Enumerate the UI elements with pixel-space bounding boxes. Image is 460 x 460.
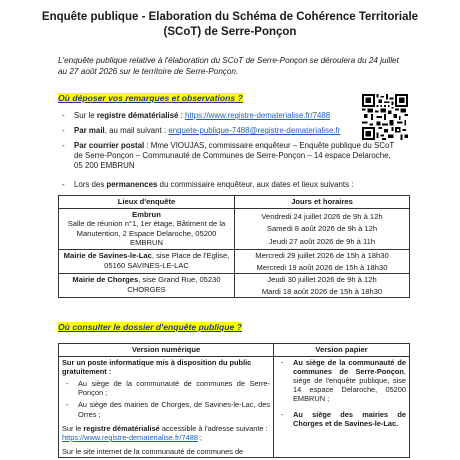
place-cell: Embrun Salle de réunion n°1, 1er étage, Bâtiment de la Manutention, 2 Espace Delaroche, 05200 EMBRUN bbox=[59, 208, 235, 249]
bullet-permanences: - Lors des permanences du commissaire enquêteur, aux dates et lieux suivants : bbox=[62, 180, 354, 189]
dates-cell: Jeudi 30 juillet 2026 de 9h à 12h Mardi 18 août 2026 de 15h à 18h30 bbox=[235, 274, 410, 298]
numeric-s1: - Au siège de la communauté de communes de Serre-Ponçon ; bbox=[66, 379, 270, 398]
table-row bbox=[59, 208, 410, 249]
mail-link[interactable]: enquete-publique-7488@registre-dematerialise.fr bbox=[168, 126, 341, 135]
numeric-p3: Sur le site internet de la communauté de communes de bbox=[62, 447, 244, 457]
section-heading-consult bbox=[58, 322, 242, 333]
numeric-cell bbox=[59, 356, 274, 458]
paper-s2: - Au siège des mairies de Chorges et de Savines-le-Lac. bbox=[281, 409, 406, 428]
section-heading-remarks-text: Où déposer vos remarques et observations ? bbox=[58, 93, 243, 103]
table-row bbox=[59, 356, 410, 458]
table-row bbox=[59, 274, 410, 298]
table-header-row bbox=[59, 196, 410, 209]
registre-link[interactable]: https://www.registre-dematerialise.fr/7488 bbox=[184, 111, 331, 120]
permanences-table bbox=[58, 195, 410, 298]
bullet-registre: - Sur le registre dématérialisé : https://www.registre-dematerialise.fr/7488 bbox=[62, 111, 331, 120]
header-jours: Jours et horaires bbox=[235, 196, 410, 209]
table-header-row bbox=[59, 344, 410, 357]
page-title: Enquête publique - Elaboration du Schéma de Cohérence Territoriale (SCoT) de Serre-Ponçon bbox=[41, 11, 419, 38]
bullet-mail: - Par mail, au mail suivant : enquete-publique-7488@registre-dematerialise.fr bbox=[62, 126, 341, 135]
header-papier: Version papier bbox=[274, 344, 410, 357]
place-cell: Mairie de Savines-le-Lac, sise Place de l'Eglise, 05160 SAVINES-LE-LAC bbox=[59, 249, 235, 273]
registre-link-2[interactable]: https://www.registre-dematerialise.fr/7488 bbox=[62, 433, 198, 443]
dates-cell: Vendredi 24 juillet 2026 de 9h à 12h Samedi 8 août 2026 de 9h à 12h Jeudi 27 août 2026 de 9h à 11h bbox=[235, 208, 410, 249]
numeric-p1: Sur un poste informatique mis à disposition du public gratuitement : bbox=[62, 357, 252, 376]
numeric-s2: - Au siège des mairies de Chorges, de Savines-le-Lac, des Orres ; bbox=[66, 400, 270, 419]
table-row bbox=[59, 249, 410, 273]
section-heading-remarks bbox=[58, 93, 243, 104]
paper-s1: - Au siège de la communauté de communes de Serre-Ponçon, siège de l'enquête publique, sise 14 espace Delaroche, 05200 EMBRUN ; bbox=[281, 357, 406, 404]
bullet-courrier: - Par courrier postal : Mme VIOUJAS, commissaire enquêteur – Enquête publique du SCoT de Serre-Ponçon – Communauté de Communes de Serre-Ponçon – 14 espace Delaroche, 05 200 EMBRUN bbox=[62, 141, 395, 171]
section-heading-consult-text: Où consulter le dossier d'enquête publique ? bbox=[58, 322, 242, 332]
paper-cell bbox=[274, 356, 410, 458]
intro-paragraph: L'enquête publique relative à l'élaboration du SCoT de Serre-Ponçon se déroulera du 24 juillet au 27 août 2026 sur le territoire de Serre-Ponçon. bbox=[58, 56, 399, 76]
header-lieux: Lieux d'enquête bbox=[59, 196, 235, 209]
dates-cell: Mercredi 29 juillet 2026 de 15h à 18h30 Mercredi 19 août 2026 de 15h à 18h30 bbox=[235, 249, 410, 273]
consultation-table bbox=[58, 343, 410, 458]
numeric-p2: Sur le registre dématérialisé accessible à l'adresse suivante : https://www.registre-dematerialise.fr/7488 ; bbox=[62, 423, 268, 443]
header-numerique: Version numérique bbox=[59, 344, 274, 357]
place-cell: Mairie de Chorges, sise Grand Rue, 05230 CHORGES bbox=[59, 274, 235, 298]
